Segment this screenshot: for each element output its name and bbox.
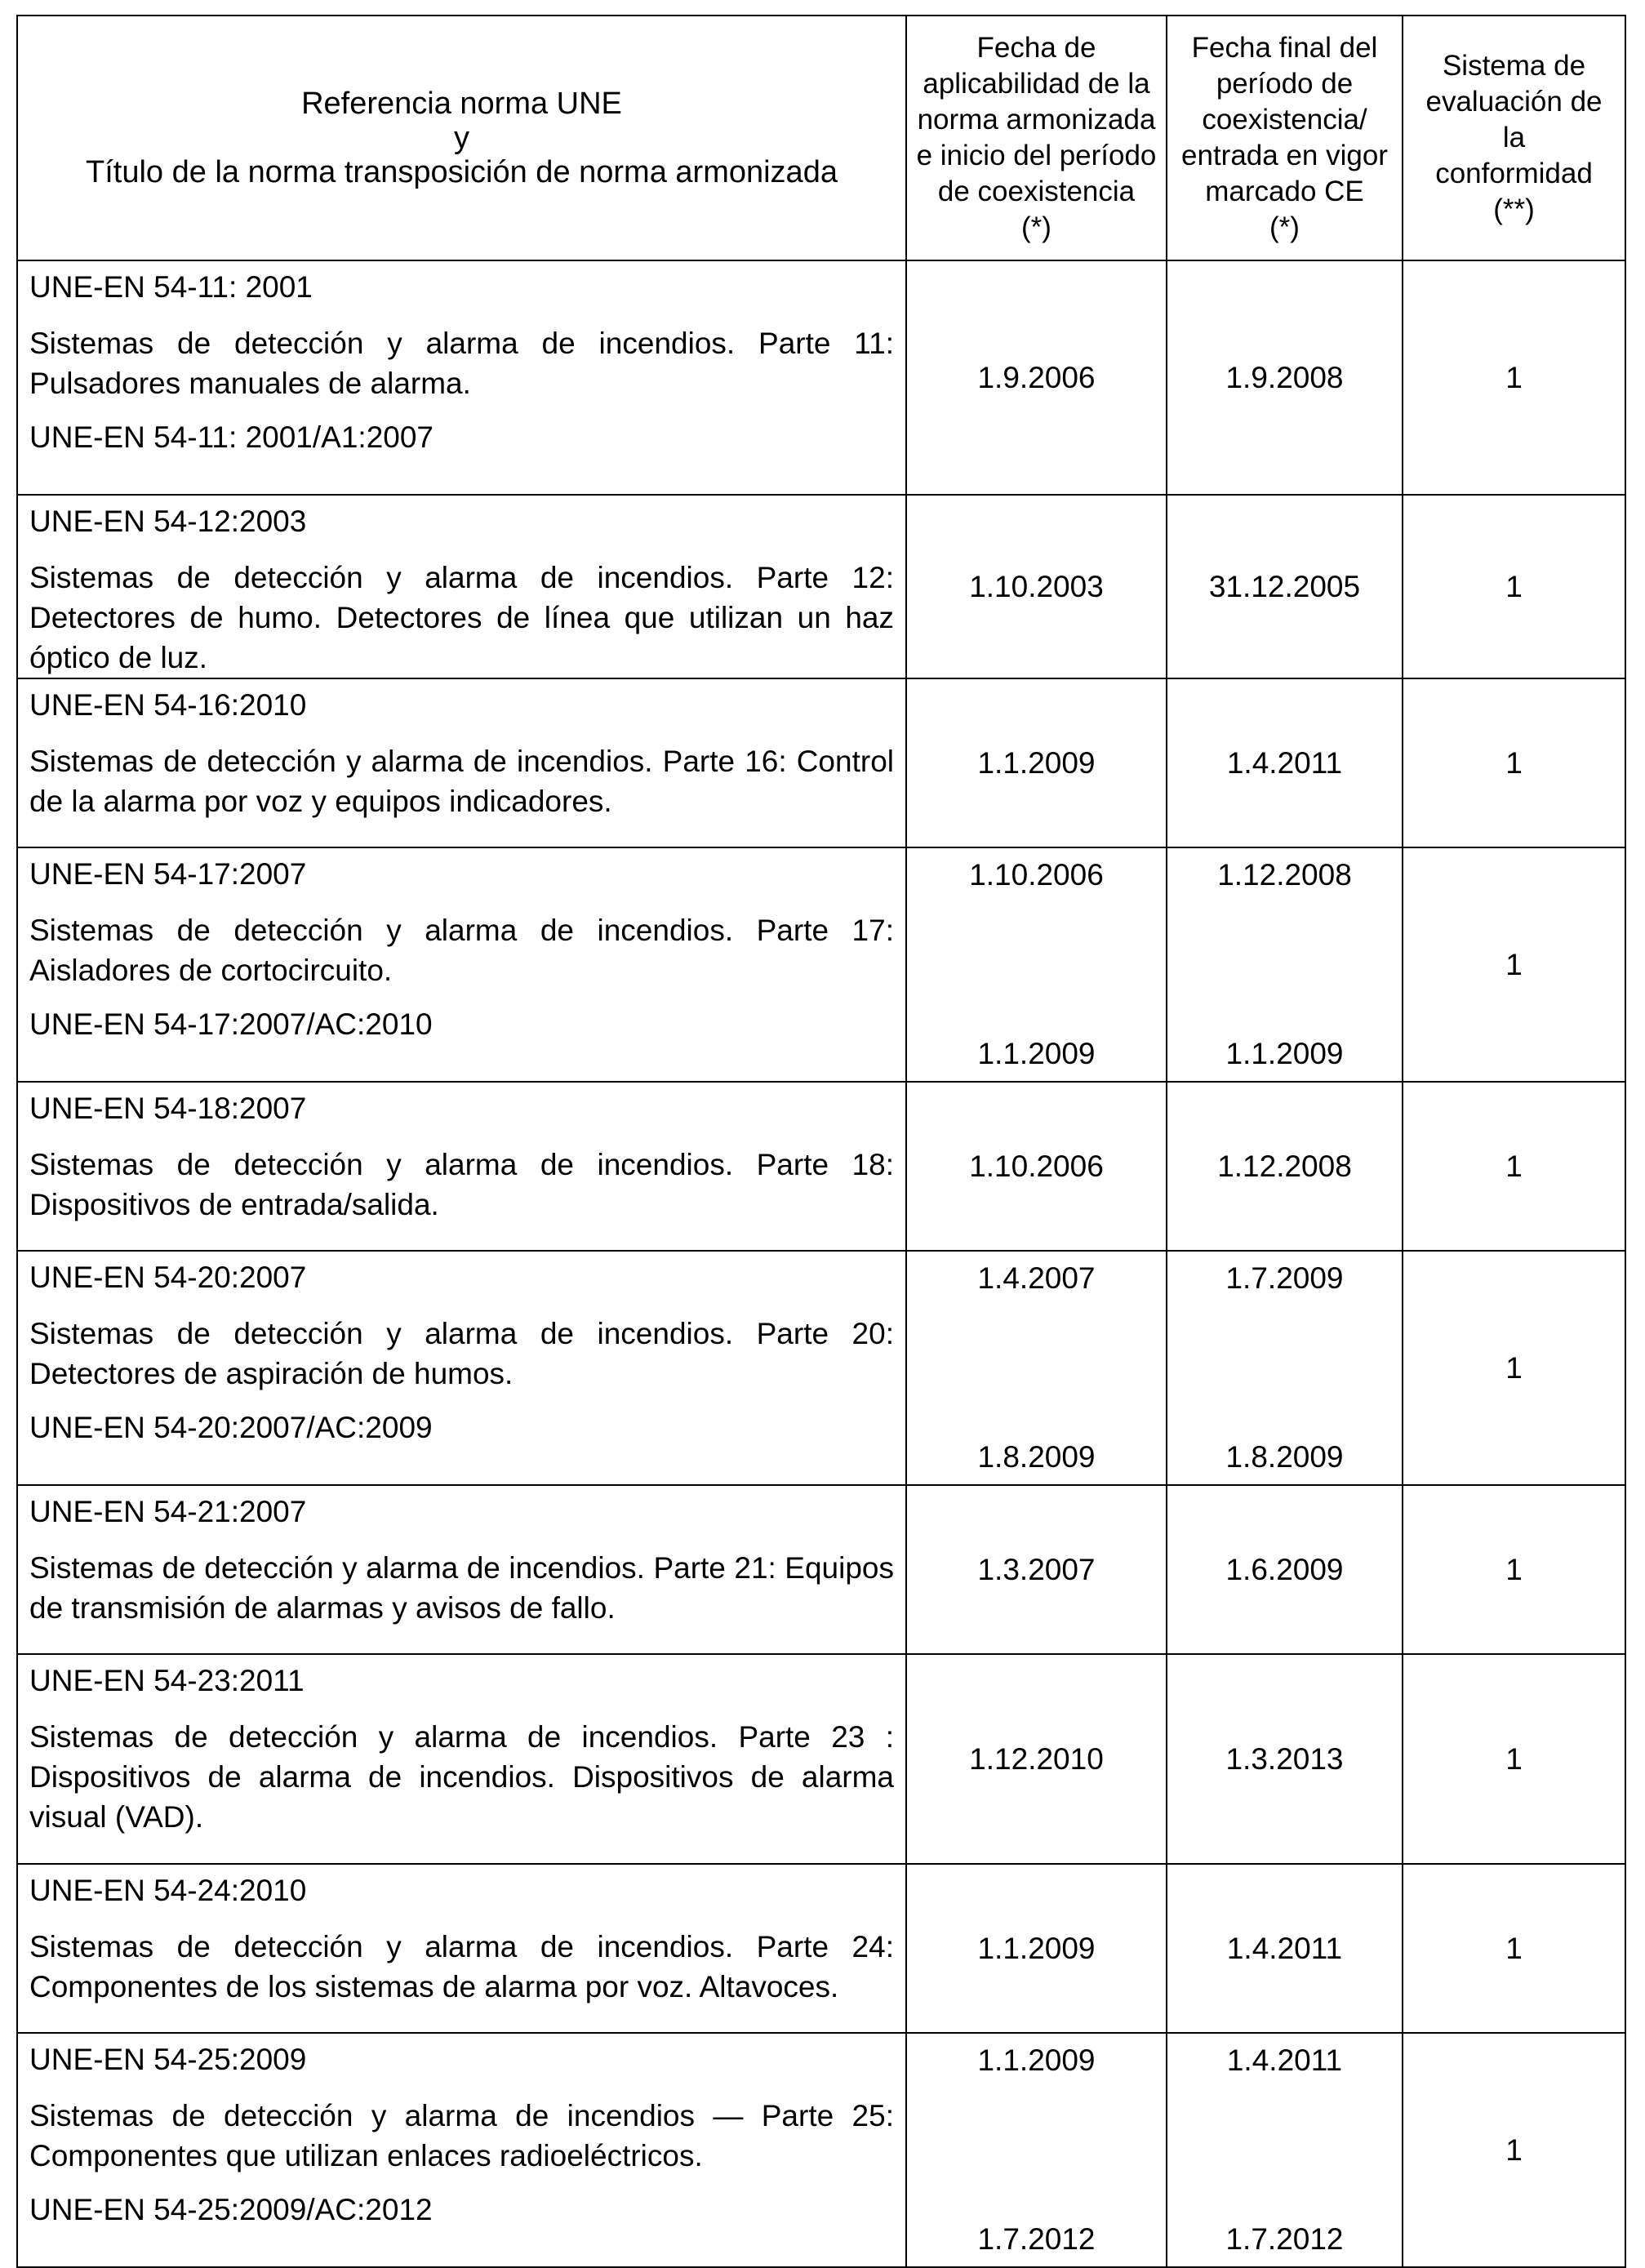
- applicability-date: 1.1.2009: [906, 678, 1167, 847]
- header-applicability-date: [906, 16, 1167, 260]
- header-line: e inicio del período: [916, 140, 1157, 171]
- end-coexistence-date: 1.4.2011: [1167, 678, 1403, 847]
- standard-code: UNE-EN 54-24:2010: [29, 1874, 307, 1907]
- header-line: período de: [1216, 68, 1354, 100]
- conformity-system: 1: [1403, 495, 1625, 678]
- applicability-date: 1.10.2003: [906, 495, 1167, 678]
- header-reference-title: [17, 16, 906, 260]
- standard-title: Sistemas de detección y alarma de incendios. Parte 18: Dispositivos de entrada/salida.: [29, 1148, 894, 1221]
- end-coexistence-date: 31.12.2005: [1167, 495, 1403, 678]
- standard-title: Sistemas de detección y alarma de incendios. Parte 17: Aisladores de cortocircuito.: [29, 914, 894, 987]
- amendment-end-coexistence-date: 1.8.2009: [1225, 1440, 1344, 1474]
- standard-code: UNE-EN 54-23:2011: [29, 1664, 305, 1697]
- standards-table: [16, 15, 1626, 2268]
- standard-cell: [17, 847, 906, 1082]
- header-end-coexistence-date: [1167, 16, 1403, 260]
- standard-cell: [17, 495, 906, 678]
- end-coexistence-date: 1.4.2011: [1167, 1864, 1403, 2033]
- standard-code: UNE-EN 54-17:2007: [29, 857, 307, 891]
- amendment-applicability-date: 1.1.2009: [977, 1037, 1096, 1070]
- table-row: [17, 678, 1625, 847]
- end-coexistence-date-cell: [1167, 2033, 1403, 2267]
- standards-table-wrapper: [16, 15, 1626, 2268]
- standard-title: Sistemas de detección y alarma de incendios — Parte 25: Componentes que utilizan enlaces radioeléctricos.: [29, 2099, 894, 2172]
- amendment-end-coexistence-date: 1.7.2012: [1225, 2222, 1344, 2256]
- header-line: entrada en vigor: [1181, 140, 1388, 171]
- standard-title: Sistemas de detección y alarma de incendios. Parte 20: Detectores de aspiración de humos.: [29, 1317, 894, 1390]
- table-row: [17, 1485, 1625, 1654]
- header-line: evaluación de la: [1425, 86, 1603, 153]
- conformity-system: 1: [1403, 847, 1625, 1082]
- conformity-system: 1: [1403, 1485, 1625, 1654]
- conformity-system: 1: [1403, 1251, 1625, 1485]
- conformity-system: 1: [1403, 1654, 1625, 1864]
- conformity-system: 1: [1403, 2033, 1625, 2267]
- standard-code: UNE-EN 54-12:2003: [29, 505, 307, 538]
- standard-cell: [17, 1485, 906, 1654]
- table-row: [17, 2033, 1625, 2267]
- standard-amendment-code: UNE-EN 54-20:2007/AC:2009: [29, 1411, 433, 1444]
- header-line: Fecha de: [976, 32, 1096, 64]
- standard-cell: [17, 1654, 906, 1864]
- header-line: Referencia norma UNE: [301, 87, 622, 121]
- standard-cell: [17, 1082, 906, 1251]
- applicability-date-cell: [906, 847, 1167, 1082]
- header-line: (*): [1021, 211, 1051, 243]
- standard-amendment-code: UNE-EN 54-25:2009/AC:2012: [29, 2193, 433, 2226]
- table-row: [17, 1251, 1625, 1485]
- end-coexistence-date-cell: [1167, 1251, 1403, 1485]
- end-coexistence-date: 1.9.2008: [1167, 260, 1403, 495]
- end-coexistence-date: 1.3.2013: [1167, 1654, 1403, 1864]
- table-row: [17, 1654, 1625, 1864]
- standard-title: Sistemas de detección y alarma de incendios. Parte 16: Control de la alarma por voz y equipos indicadores.: [29, 745, 894, 818]
- standard-cell: [17, 678, 906, 847]
- end-coexistence-date: 1.12.2008: [1167, 1082, 1403, 1251]
- header-line: (*): [1269, 211, 1300, 243]
- applicability-date: 1.10.2006: [906, 1082, 1167, 1251]
- table-header-row: [17, 16, 1625, 260]
- applicability-date: 1.3.2007: [906, 1485, 1167, 1654]
- applicability-date: 1.9.2006: [906, 260, 1167, 495]
- header-line: Título de la norma transposición de norma armonizada: [86, 155, 838, 189]
- conformity-system: 1: [1403, 1082, 1625, 1251]
- conformity-system: 1: [1403, 260, 1625, 495]
- table-row: [17, 1864, 1625, 2033]
- applicability-date: 1.12.2010: [906, 1654, 1167, 1864]
- amendment-end-coexistence-date: 1.1.2009: [1225, 1037, 1344, 1070]
- header-line: Fecha final del: [1191, 32, 1378, 64]
- standard-code: UNE-EN 54-21:2007: [29, 1495, 307, 1528]
- header-line: norma armonizada: [917, 104, 1156, 136]
- header-line: conformidad: [1435, 158, 1593, 189]
- applicability-date: 1.1.2009: [906, 1864, 1167, 2033]
- standard-title: Sistemas de detección y alarma de incendios. Parte 11: Pulsadores manuales de alarma.: [29, 327, 894, 400]
- header-line: coexistencia/: [1202, 104, 1367, 136]
- header-line: aplicabilidad de la: [923, 68, 1150, 100]
- standard-amendment-code: UNE-EN 54-17:2007/AC:2010: [29, 1007, 433, 1041]
- table-row: [17, 260, 1625, 495]
- header-conformity-system: [1403, 16, 1625, 260]
- standard-code: UNE-EN 54-11: 2001: [29, 270, 313, 304]
- standard-code: UNE-EN 54-25:2009: [29, 2043, 307, 2076]
- applicability-date: 1.1.2009: [977, 2043, 1096, 2077]
- header-line: (**): [1493, 193, 1535, 225]
- standard-code: UNE-EN 54-18:2007: [29, 1092, 307, 1125]
- standard-cell: [17, 1864, 906, 2033]
- standard-title: Sistemas de detección y alarma de incendios. Parte 21: Equipos de transmisión de alarmas y avisos de fallo.: [29, 1551, 894, 1625]
- conformity-system: 1: [1403, 1864, 1625, 2033]
- applicability-date-cell: [906, 1251, 1167, 1485]
- end-coexistence-date-cell: [1167, 847, 1403, 1082]
- standard-amendment-code: UNE-EN 54-11: 2001/A1:2007: [29, 420, 434, 454]
- end-coexistence-date: 1.7.2009: [1225, 1261, 1344, 1295]
- end-coexistence-date: 1.4.2011: [1226, 2043, 1343, 2077]
- standard-code: UNE-EN 54-20:2007: [29, 1261, 307, 1294]
- header-line: de coexistencia: [937, 176, 1136, 207]
- table-row: [17, 495, 1625, 678]
- standard-cell: [17, 1251, 906, 1485]
- table-row: [17, 1082, 1625, 1251]
- table-row: [17, 847, 1625, 1082]
- standard-title: Sistemas de detección y alarma de incendios. Parte 23 : Dispositivos de alarma de incendios. Dispositivos de alarma visual (VAD).: [29, 1720, 894, 1834]
- standard-title: Sistemas de detección y alarma de incendios. Parte 12: Detectores de humo. Detectores de línea que utilizan un haz óptico de luz.: [29, 561, 894, 674]
- applicability-date: 1.10.2006: [969, 858, 1104, 892]
- standard-cell: [17, 2033, 906, 2267]
- header-line: Sistema de: [1442, 50, 1586, 82]
- header-line: y: [454, 121, 469, 155]
- applicability-date: 1.4.2007: [977, 1261, 1096, 1295]
- end-coexistence-date: 1.6.2009: [1167, 1485, 1403, 1654]
- conformity-system: 1: [1403, 678, 1625, 847]
- header-line: marcado CE: [1205, 176, 1364, 207]
- standard-title: Sistemas de detección y alarma de incendios. Parte 24: Componentes de los sistemas de alarma por voz. Altavoces.: [29, 1930, 894, 2003]
- standard-code: UNE-EN 54-16:2010: [29, 688, 307, 722]
- standard-cell: [17, 260, 906, 495]
- applicability-date-cell: [906, 2033, 1167, 2267]
- end-coexistence-date: 1.12.2008: [1217, 858, 1352, 892]
- amendment-applicability-date: 1.7.2012: [977, 2222, 1096, 2256]
- amendment-applicability-date: 1.8.2009: [977, 1440, 1096, 1474]
